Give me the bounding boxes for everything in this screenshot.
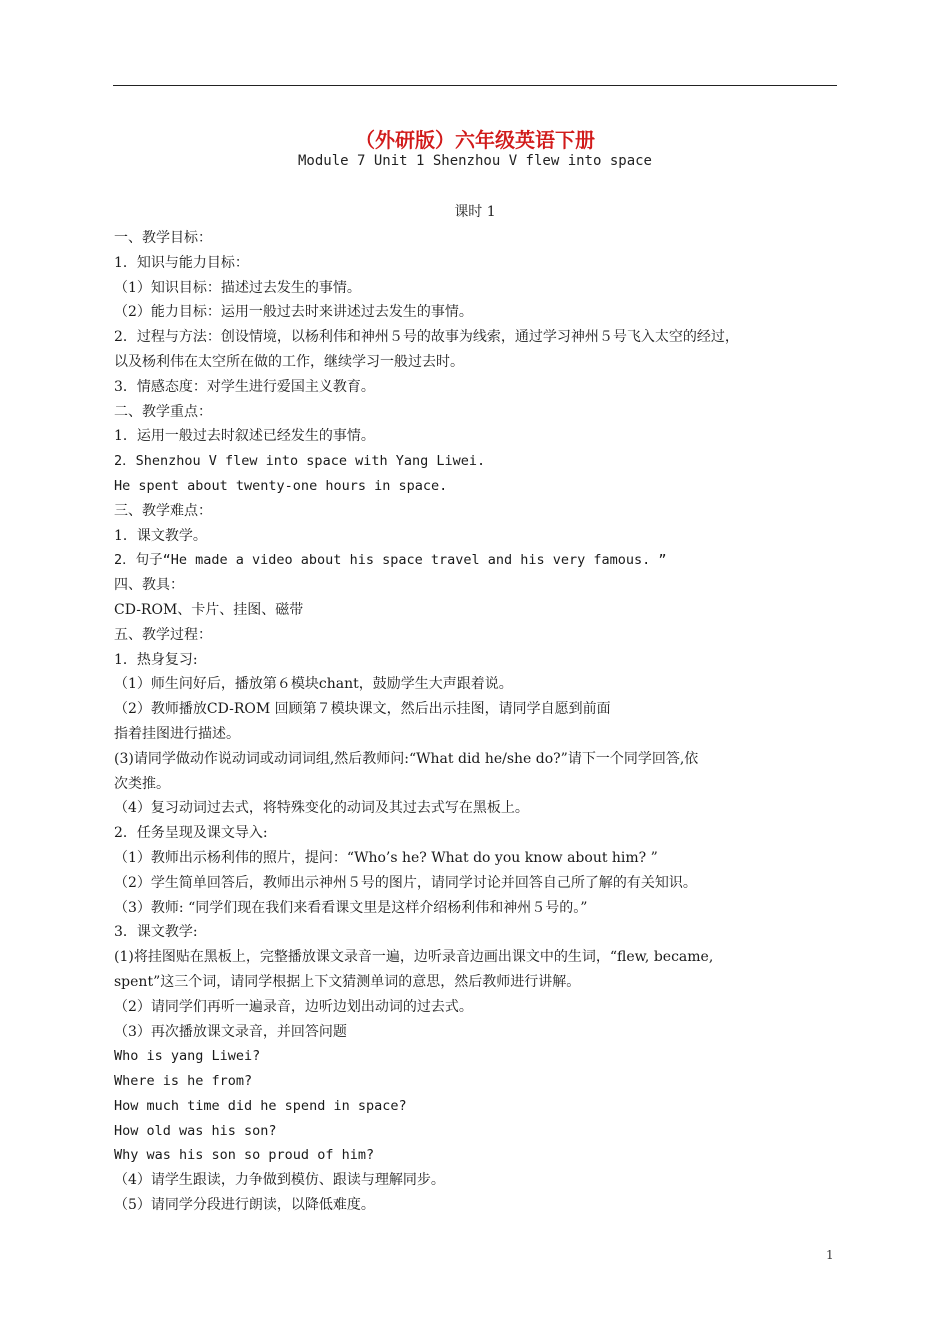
body-line: （4）请学生跟读，力争做到模仿、跟读与理解同步。 bbox=[114, 1172, 445, 1189]
body-line: （2）学生简单回答后，教师出示神州５号的图片，请同学讨论并回答自己所了解的有关知识。 bbox=[114, 874, 697, 891]
document-subtitle: Module 7 Unit 1 Shenzhou V flew into space bbox=[297, 153, 652, 169]
body-line: （1）师生问好后，播放第６模块chant，鼓励学生大声跟着说。 bbox=[114, 676, 513, 693]
body-line: 1．运用一般过去时叙述已经发生的事情。 bbox=[114, 428, 375, 445]
body-line: （3）教师: “同学们现在我们来看看课文里是这样介绍杨利伟和神州５号的。” bbox=[114, 899, 588, 916]
body-line: 1．知识与能力目标： bbox=[114, 254, 249, 271]
body-line: 2．句子“He made a video about his space travel and his very famous. ” bbox=[114, 552, 667, 569]
lesson-heading: 课时 1 bbox=[454, 204, 496, 220]
body-line: 二、教学重点： bbox=[114, 403, 212, 420]
body-line: Why was his son so proud of him? bbox=[114, 1147, 375, 1164]
body-line: spent”这三个词，请同学根据上下文猜测单词的意思，然后教师进行讲解。 bbox=[114, 973, 581, 990]
body-line: 2．任务呈现及课文导入: bbox=[114, 825, 268, 842]
body-line: 以及杨利伟在太空所在做的工作，继续学习一般过去时。 bbox=[114, 353, 464, 370]
body-line: 2．Shenzhou V flew into space with Yang Liwei. bbox=[114, 453, 486, 470]
body-line: CD-ROM、卡片、挂图、磁带 bbox=[114, 601, 304, 618]
page-number: 1 bbox=[826, 1248, 834, 1262]
body-line: (3)请同学做动作说动词或动词词组,然后教师问:“What did he/she do?”请下一个同学回答,依 bbox=[114, 750, 699, 767]
body-line: （1）知识目标：描述过去发生的事情。 bbox=[114, 279, 361, 296]
body-line: 1．课文教学。 bbox=[114, 527, 207, 544]
body-line: Who is yang Liwei? bbox=[114, 1048, 261, 1065]
body-line: （2）能力目标：运用一般过去时来讲述过去发生的事情。 bbox=[114, 304, 473, 321]
body-line: 次类推。 bbox=[114, 775, 170, 792]
body-line: Where is he from? bbox=[114, 1073, 253, 1090]
body-line: 一、教学目标： bbox=[114, 230, 212, 246]
body-line: 指着挂图进行描述。 bbox=[114, 725, 240, 742]
body-line: 四、教具： bbox=[114, 577, 184, 594]
body-line: （2）教师播放CD-ROM 回顾第７模块课文，然后出示挂图，请同学自愿到前面 bbox=[114, 701, 611, 718]
body-line: 1．热身复习: bbox=[114, 651, 198, 668]
body-line: （5）请同学分段进行朗读，以降低难度。 bbox=[114, 1197, 375, 1214]
body-line: 2．过程与方法：创设情境，以杨利伟和神州５号的故事为线索，通过学习神州５号飞入太空的经过， bbox=[114, 329, 739, 346]
header-rule bbox=[113, 85, 837, 86]
body-line: 3．课文教学: bbox=[114, 924, 198, 941]
document-title: （外研版）六年级英语下册 bbox=[355, 128, 595, 152]
body-line: 三、教学难点： bbox=[114, 502, 212, 519]
body-line: How old was his son? bbox=[114, 1122, 277, 1139]
body-line: （1）教师出示杨利伟的照片，提问：“Who’s he? What do you know about him? ” bbox=[114, 849, 658, 866]
body-line: He spent about twenty-one hours in space. bbox=[114, 477, 448, 494]
lesson-plan-body bbox=[114, 226, 838, 1218]
body-line: （3）再次播放课文录音，并回答问题 bbox=[114, 1023, 347, 1040]
body-line: How much time did he spend in space? bbox=[114, 1097, 407, 1114]
body-line: （2）请同学们再听一遍录音，边听边划出动词的过去式。 bbox=[114, 998, 473, 1015]
body-line: (1)将挂图贴在黑板上，完整播放课文录音一遍，边听录音边画出课文中的生词，“flew, became, bbox=[114, 949, 714, 966]
body-line: 五、教学过程： bbox=[114, 626, 212, 643]
body-line: 3．情感态度：对学生进行爱国主义教育。 bbox=[114, 378, 375, 395]
body-line: （4）复习动词过去式，将特殊变化的动词及其过去式写在黑板上。 bbox=[114, 800, 529, 817]
